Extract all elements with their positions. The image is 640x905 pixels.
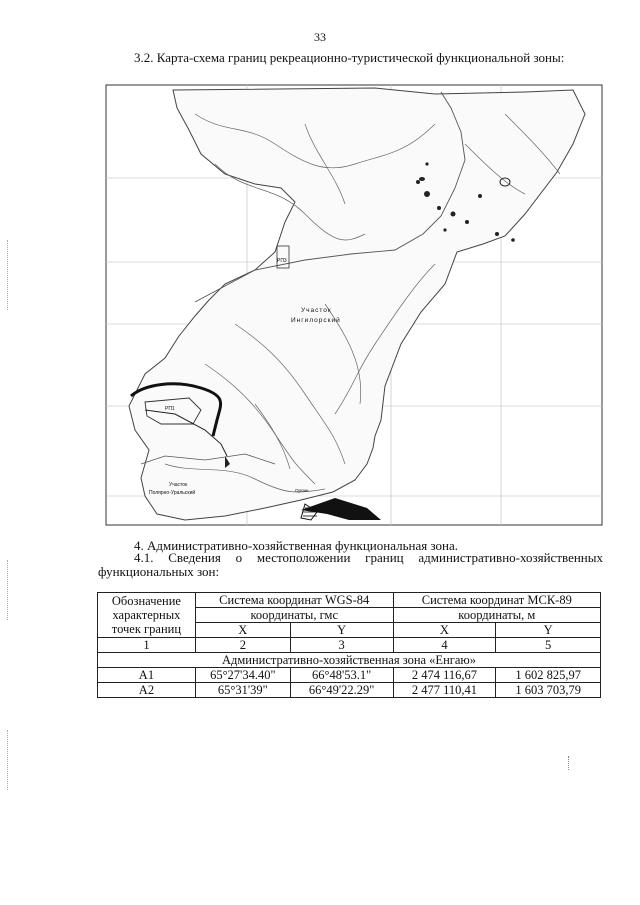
- header-msk-unit: координаты, м: [393, 608, 600, 623]
- map-label-area-ingilorsky-2: Ингилорский: [291, 317, 341, 324]
- column-number: 3: [290, 638, 393, 653]
- table-column-numbers-row: [98, 638, 601, 653]
- msk-x-value: 2 474 116,67: [393, 668, 496, 683]
- table-row: [98, 683, 601, 698]
- wgs-x-value: 65°27'34.40": [195, 668, 290, 683]
- point-id: А2: [98, 683, 196, 698]
- msk-y-value: 1 602 825,97: [496, 668, 601, 683]
- zone-boundary-map: [105, 84, 603, 526]
- map-label-area-ingilorsky-1: Участок: [301, 307, 332, 314]
- header-wgs-x: X: [195, 623, 290, 638]
- header-wgs-y: Y: [290, 623, 393, 638]
- map-label-rp1: РП1: [165, 406, 175, 412]
- column-number: 4: [393, 638, 496, 653]
- scan-margin-mark: [568, 756, 570, 770]
- map-label-orlin: Орлин: [295, 488, 309, 493]
- header-point-designation: Обозначение характерных точек границ: [98, 593, 196, 638]
- wgs-y-value: 66°48'53.1": [290, 668, 393, 683]
- scan-margin-mark: [7, 730, 9, 790]
- column-number: 2: [195, 638, 290, 653]
- table-row: [98, 668, 601, 683]
- scan-margin-mark: [7, 560, 9, 620]
- column-number: 1: [98, 638, 196, 653]
- zone-caption: Административно-хозяйственная зона «Енгаю»: [98, 653, 601, 668]
- header-msk-title: Система координат МСК-89: [393, 593, 600, 608]
- wgs-x-value: 65°31'39": [195, 683, 290, 698]
- section-title-4: 4. Административно-хозяйственная функциональная зона.: [134, 538, 459, 553]
- map-label-rp3: РП3: [277, 258, 287, 264]
- map-label-area-polyarno-2: Полярно-Уральский: [149, 490, 196, 496]
- header-msk-y: Y: [496, 623, 601, 638]
- column-number: 5: [496, 638, 601, 653]
- section-heading-3-2: 3.2. Карта-схема границ рекреационно-туристической функциональной зоны:: [134, 50, 565, 65]
- map-label-area-polyarno-1: Участок: [169, 482, 188, 488]
- msk-x-value: 2 477 110,41: [393, 683, 496, 698]
- scan-margin-mark: [7, 240, 9, 310]
- boundary-coordinates-table: [97, 592, 601, 698]
- table-header-row-1: [98, 593, 601, 608]
- table-zone-caption-row: [98, 653, 601, 668]
- msk-y-value: 1 603 703,79: [496, 683, 601, 698]
- header-wgs-title: Система координат WGS-84: [195, 593, 393, 608]
- subsection-4-1: 4.1. Сведения о местоположении границ административно-хозяйственных функциональных зон:: [98, 550, 603, 579]
- page-number: 33: [314, 30, 326, 44]
- header-msk-x: X: [393, 623, 496, 638]
- wgs-y-value: 66°49'22.29": [290, 683, 393, 698]
- point-id: А1: [98, 668, 196, 683]
- header-wgs-unit: координаты, гмс: [195, 608, 393, 623]
